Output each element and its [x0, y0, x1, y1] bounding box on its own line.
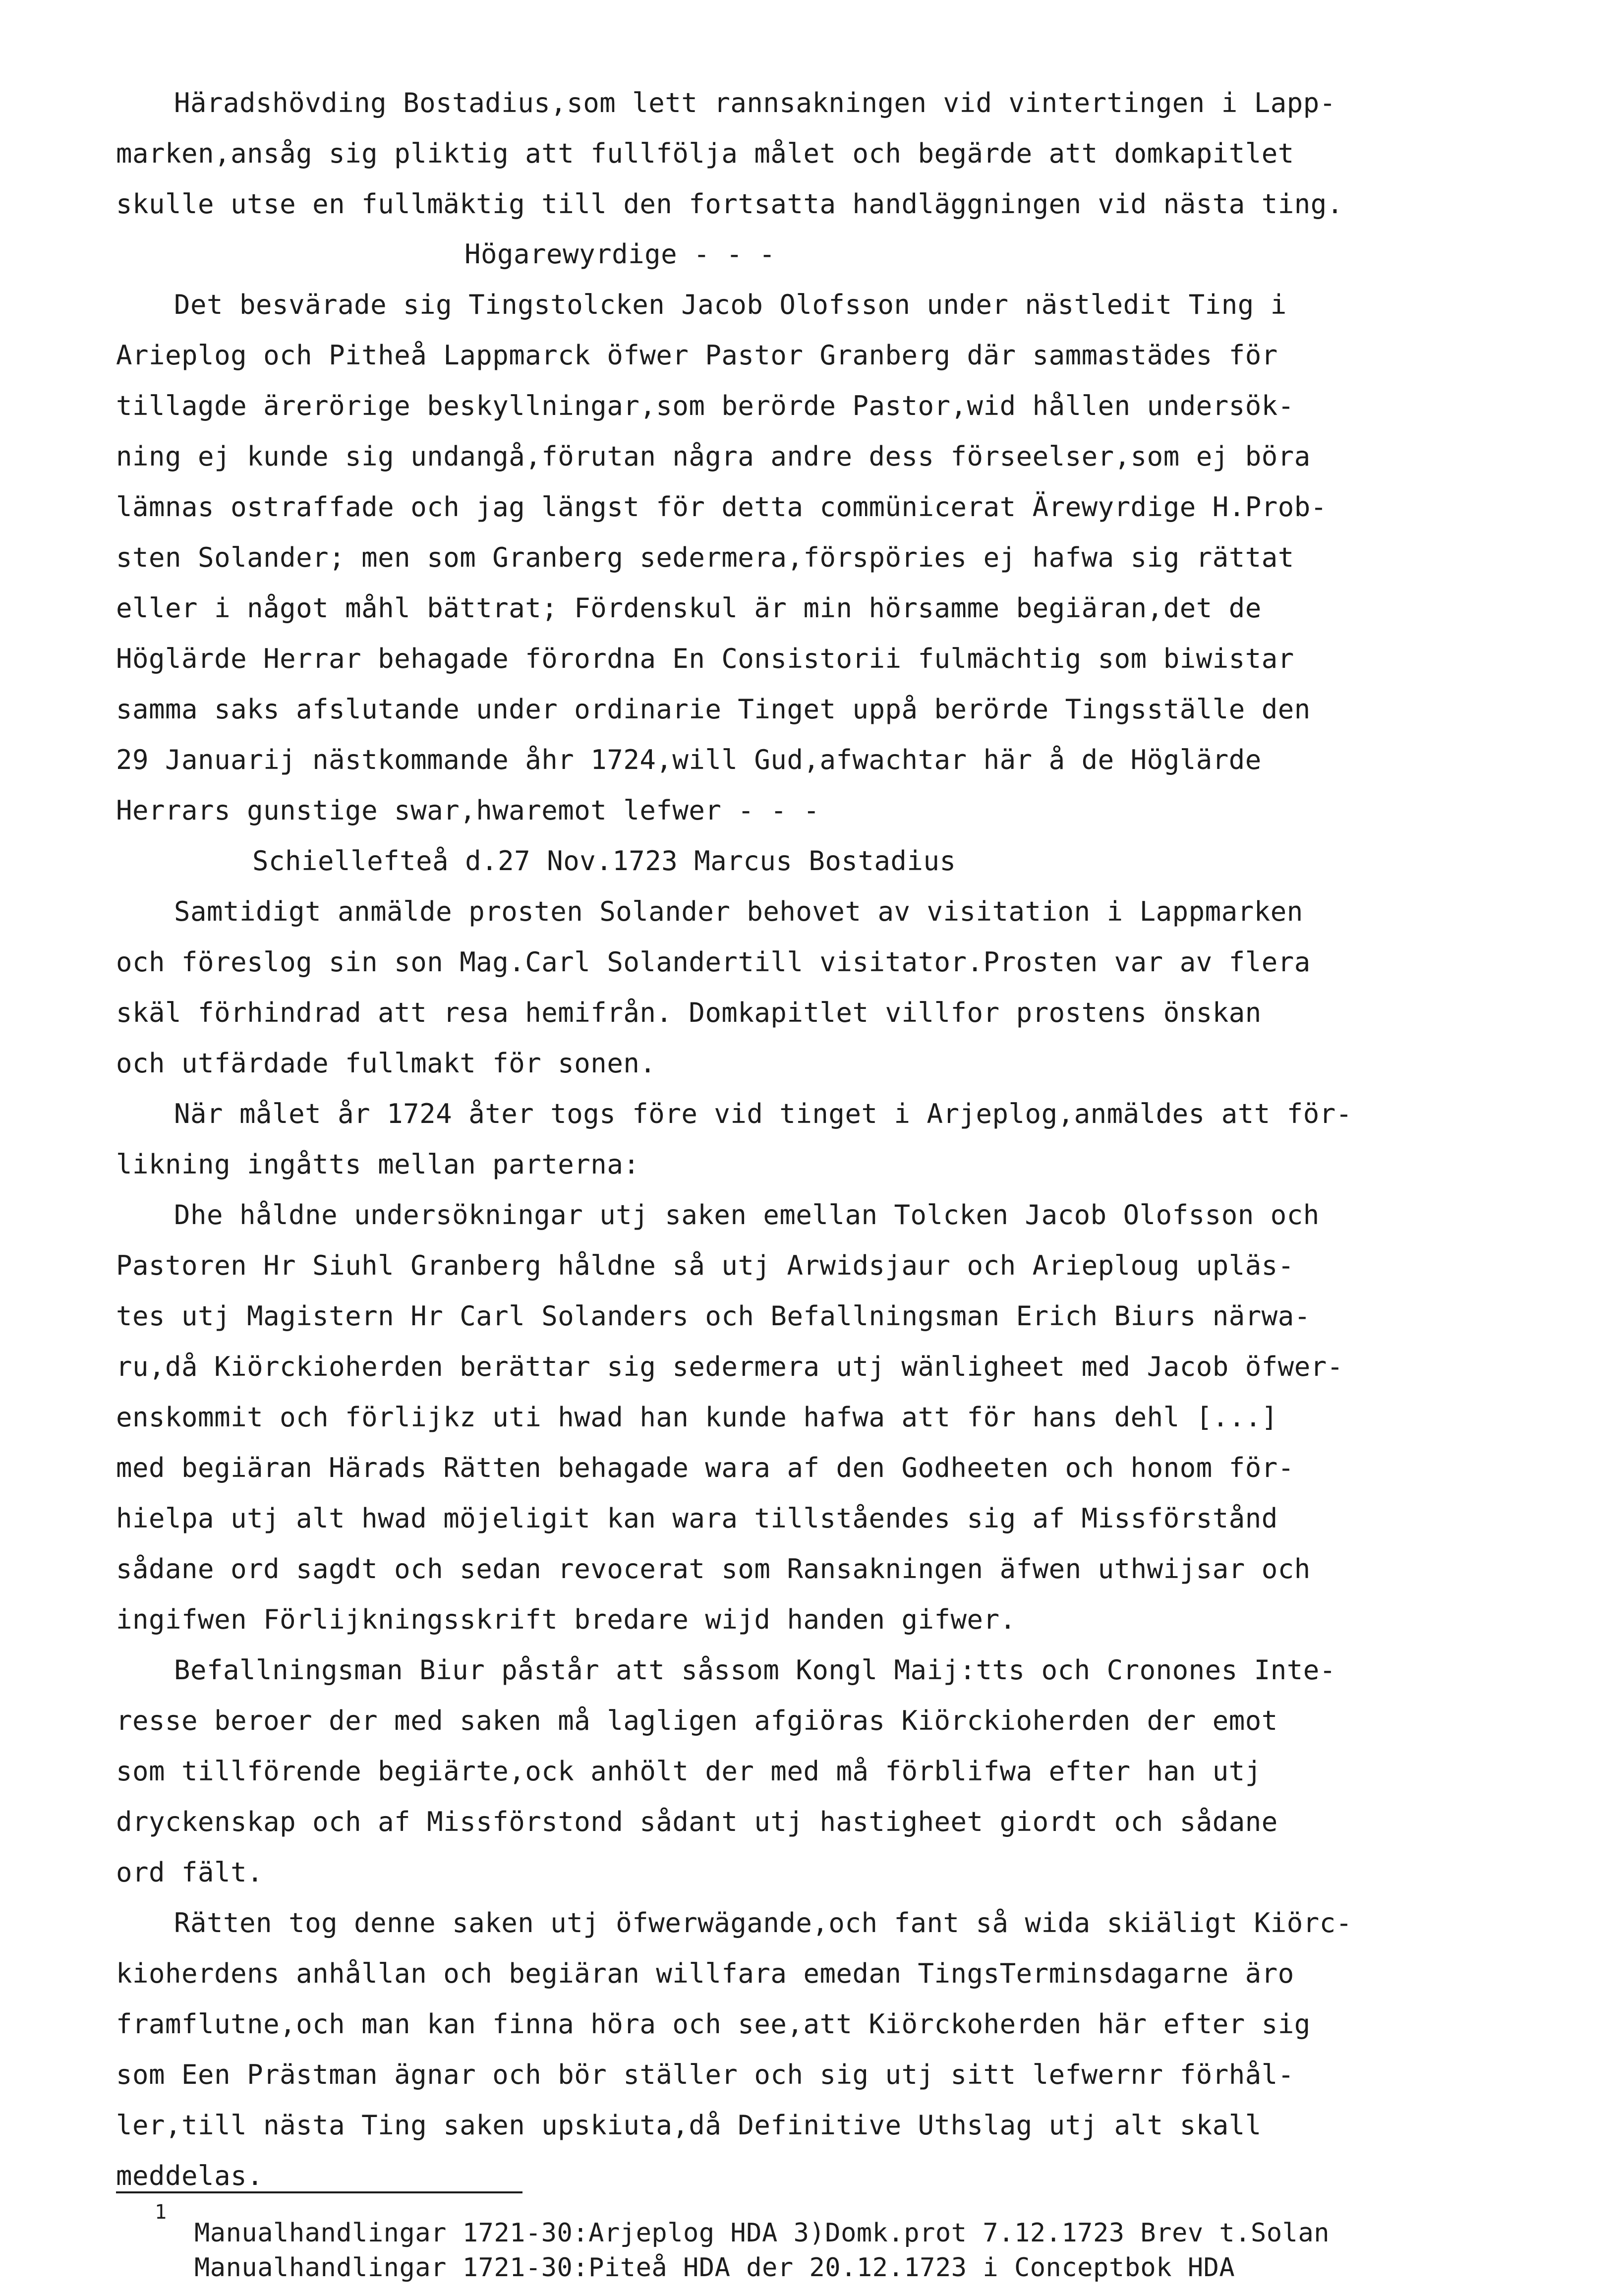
- text-line: sten Solander; men som Granberg sedermera,förspöries ej hafwa sig rättat: [116, 542, 1294, 573]
- text-line: hielpa utj alt hwad möjeligit kan wara tillståendes sig af Missförstånd: [116, 1503, 1278, 1534]
- text-line: kioherdens anhållan och begiäran willfara emedan TingsTerminsdagarne äro: [116, 1958, 1294, 1989]
- text-line: marken,ansåg sig pliktig att fullfölja målet och begärde att domkapitlet: [116, 138, 1294, 169]
- text-line: tes utj Magistern Hr Carl Solanders och Befallningsman Erich Biurs närwa-: [116, 1300, 1311, 1332]
- footnote-rule: [116, 2191, 522, 2193]
- text-line: som tillförende begiärte,ock anhölt der med må förblifwa efter han utj: [116, 1756, 1262, 1787]
- footnote-line: Manualhandlingar 1721-30:Piteå HDA der 20.12.1723 i Conceptbok HDA: [194, 2253, 1235, 2283]
- text-line: lämnas ostraffade och jag längst för detta commünicerat Ärewyrdige H.Prob-: [116, 491, 1327, 523]
- text-line: ru,då Kiörckioherden berättar sig sedermera utj wänligheet med Jacob öfwer-: [116, 1351, 1343, 1382]
- text-line: 29 Januarij nästkommande åhr 1724,will Gud,afwachtar här å de Höglärde: [116, 744, 1262, 775]
- text-line: och föreslog sin son Mag.Carl Solandertill visitator.Prosten var av flera: [116, 946, 1311, 978]
- text-line: Befallningsman Biur påstår att såssom Kongl Maij:tts och Cronones Inte-: [174, 1654, 1336, 1686]
- text-line: tillagde ärerörige beskyllningar,som berörde Pastor,wid hållen undersök-: [116, 390, 1294, 421]
- signature-line: Schiellefteå d.27 Nov.1723 Marcus Bostadius: [252, 845, 956, 877]
- text-line: med begiäran Härads Rätten behagade wara af den Godheeten och honom för-: [116, 1452, 1294, 1483]
- salutation: Högarewyrdige - - -: [464, 238, 776, 270]
- text-line: sådane ord sagdt och sedan revocerat som Ransakningen äfwen uthwijsar och: [116, 1553, 1311, 1585]
- text-line: och utfärdade fullmakt för sonen.: [116, 1048, 656, 1079]
- text-line: skäl förhindrad att resa hemifrån. Domkapitlet villfor prostens önskan: [116, 997, 1262, 1028]
- text-line: dryckenskap och af Missförstond sådant utj hastigheet giordt och sådane: [116, 1806, 1278, 1837]
- text-line: ning ej kunde sig undangå,förutan några andre dess förseelser,som ej böra: [116, 441, 1311, 472]
- text-line: Höglärde Herrar behagade förordna En Consistorii fulmächtig som biwistar: [116, 643, 1294, 674]
- text-line: likning ingåtts mellan parterna:: [116, 1149, 640, 1180]
- text-line: Samtidigt anmälde prosten Solander behovet av visitation i Lappmarken: [174, 896, 1303, 927]
- text-line: När målet år 1724 åter togs före vid tinget i Arjeplog,anmäldes att för-: [174, 1098, 1352, 1129]
- text-line: skulle utse en fullmäktig till den fortsatta handläggningen vid nästa ting.: [116, 188, 1343, 220]
- text-line: som Een Prästman ägnar och bör ställer och sig utj sitt lefwernr förhål-: [116, 2059, 1294, 2090]
- text-line: ler,till nästa Ting saken upskiuta,då Definitive Uthslag utj alt skall: [116, 2110, 1262, 2141]
- text-line: Herrars gunstige swar,hwaremot lefwer - - -: [116, 795, 820, 826]
- text-line: Dhe håldne undersökningar utj saken emellan Tolcken Jacob Olofsson och: [174, 1199, 1320, 1231]
- text-line: ingifwen Förlijkningsskrift bredare wijd handen gifwer.: [116, 1604, 1016, 1635]
- text-line: enskommit och förlijkz uti hwad han kunde hafwa att för hans dehl [...]: [116, 1402, 1278, 1433]
- footnote-line: Manualhandlingar 1721-30:Arjeplog HDA 3)Domk.prot 7.12.1723 Brev t.Solan: [194, 2218, 1330, 2248]
- text-line: resse beroer der med saken må lagligen afgiöras Kiörckioherden der emot: [116, 1705, 1278, 1736]
- text-line: samma saks afslutande under ordinarie Tinget uppå berörde Tingsställe den: [116, 694, 1311, 725]
- text-line: framflutne,och man kan finna höra och see,att Kiörckoherden här efter sig: [116, 2008, 1311, 2040]
- text-line: meddelas.: [116, 2160, 264, 2191]
- text-line: Arieplog och Pitheå Lappmarck öfwer Pastor Granberg där sammastädes för: [116, 340, 1278, 371]
- text-line: ord fält.: [116, 1857, 264, 1888]
- footnote-marker: 1: [155, 2201, 167, 2224]
- text-line: Häradshövding Bostadius,som lett rannsakningen vid vintertingen i Lapp-: [174, 87, 1336, 118]
- text-line: Rätten tog denne saken utj öfwerwägande,och fant så wida skiäligt Kiörc-: [174, 1907, 1352, 1939]
- text-line: Det besvärade sig Tingstolcken Jacob Olofsson under nästledit Ting i: [174, 289, 1287, 320]
- text-line: Pastoren Hr Siuhl Granberg håldne så utj Arwidsjaur och Arieploug upläs-: [116, 1250, 1294, 1281]
- text-line: eller i något måhl bättrat; Fördenskul är min hörsamme begiäran,det de: [116, 592, 1262, 624]
